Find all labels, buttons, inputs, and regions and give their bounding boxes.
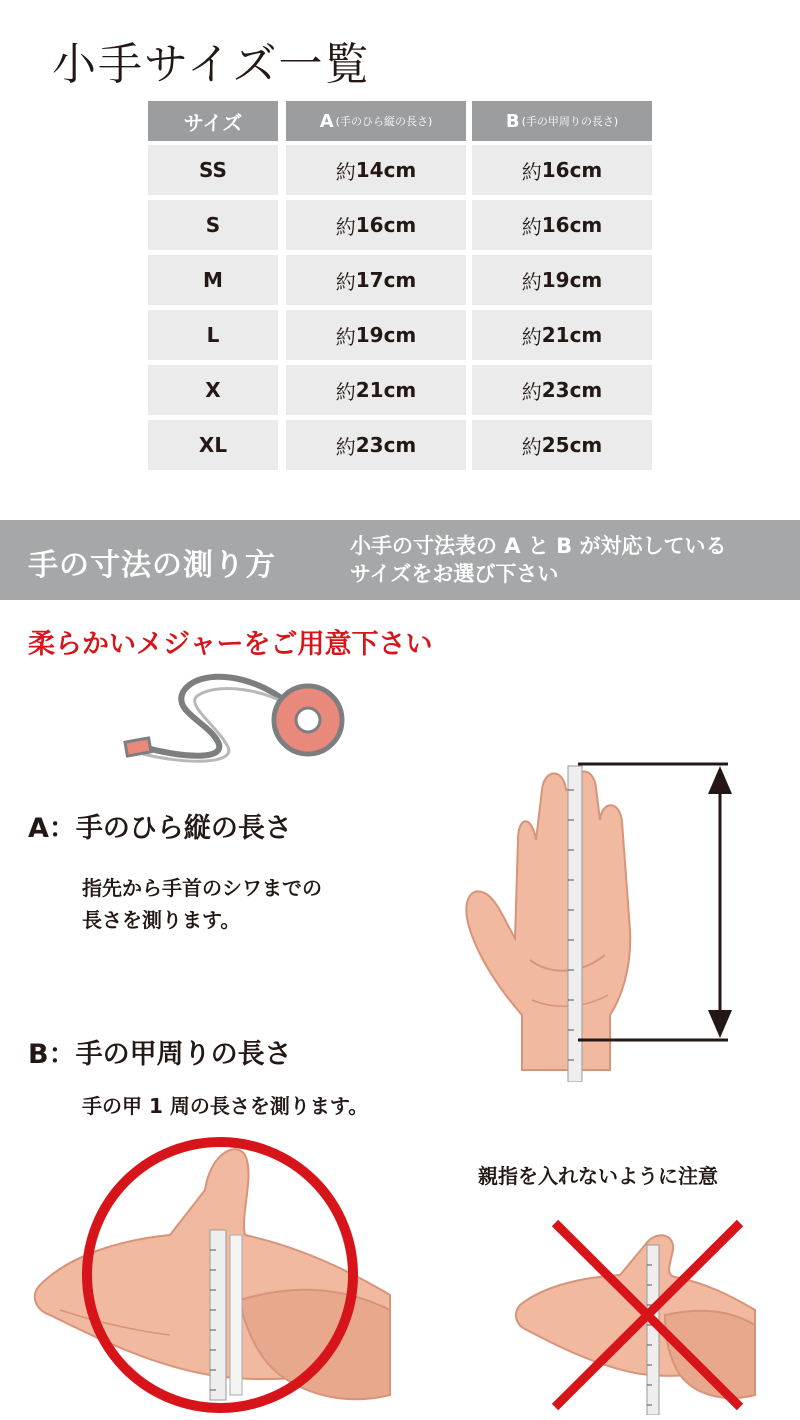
- approx-prefix: 約: [335, 324, 356, 349]
- table-cell-size: [148, 145, 278, 195]
- section-b-desc: [82, 1090, 368, 1122]
- measurement-value: 16cm: [355, 213, 417, 237]
- size-label: SS: [199, 158, 227, 182]
- page-title: 小手サイズ一覧: [52, 39, 371, 90]
- dimension-arrow: [578, 760, 738, 1050]
- header-b: [472, 101, 652, 141]
- measurement-value: 23cm: [541, 378, 603, 402]
- table-cell-b: [472, 420, 652, 470]
- table-cell-a: [286, 365, 466, 415]
- measurement-value: 21cm: [355, 378, 417, 402]
- header-a-sub: (手のひら縦の長さ): [335, 115, 433, 128]
- measurement-value: 19cm: [355, 323, 417, 347]
- measure-band: [0, 520, 800, 600]
- section-a-line1: 指先から手首のシワまでの: [82, 876, 322, 900]
- measurement-value: 25cm: [541, 433, 603, 457]
- size-label: X: [205, 378, 221, 402]
- table-cell-b: [472, 310, 652, 360]
- table-cell-size: [148, 200, 278, 250]
- table-cell-size: [148, 420, 278, 470]
- section-b-heading: B：手の甲周りの長さ: [28, 1039, 292, 1070]
- measure-title: 手の寸法の測り方: [28, 548, 276, 583]
- size-label: XL: [198, 433, 228, 457]
- approx-prefix: 約: [335, 159, 356, 184]
- table-cell-b: [472, 255, 652, 305]
- measure-desc-line1: 小手の寸法表の A と B が対応している: [350, 534, 727, 558]
- table-cell-b: [472, 145, 652, 195]
- table-cell-a: [286, 420, 466, 470]
- measurement-value: 16cm: [541, 158, 603, 182]
- table-cell-size: [148, 365, 278, 415]
- measurement-value: 17cm: [355, 268, 417, 292]
- table-cell-a: [286, 255, 466, 305]
- approx-prefix: 約: [521, 379, 542, 404]
- size-label: L: [206, 323, 220, 347]
- approx-prefix: 約: [335, 379, 356, 404]
- approx-prefix: 約: [335, 214, 356, 239]
- measurement-value: 23cm: [355, 433, 417, 457]
- header-a-label: A: [319, 110, 334, 132]
- tape-note: 柔らかいメジャーをご用意下さい: [28, 629, 433, 660]
- correct-measure-photo: [30, 1135, 410, 1415]
- section-b-line1: 手の甲 1 周の長さを測ります。: [82, 1094, 369, 1118]
- measure-desc: [350, 532, 727, 588]
- header-a: [286, 101, 466, 141]
- tape-measure-icon: [118, 662, 358, 772]
- section-a-heading: A：手のひら縦の長さ: [28, 813, 292, 844]
- table-cell-size: [148, 310, 278, 360]
- thumb-note: 親指を入れないように注意: [478, 1164, 718, 1188]
- approx-prefix: 約: [521, 324, 542, 349]
- measurement-value: 14cm: [355, 158, 417, 182]
- header-size-label: サイズ: [183, 110, 243, 135]
- table-cell-b: [472, 200, 652, 250]
- header-b-sub: (手の甲周りの長さ): [521, 115, 619, 128]
- wrong-measure-photo: [515, 1215, 760, 1415]
- section-a-line2: 長さを測ります。: [82, 908, 241, 932]
- measurement-value: 16cm: [541, 213, 603, 237]
- table-cell-size: [148, 255, 278, 305]
- header-size: [148, 101, 278, 141]
- table-cell-a: [286, 310, 466, 360]
- approx-prefix: 約: [335, 434, 356, 459]
- measurement-value: 19cm: [541, 268, 603, 292]
- approx-prefix: 約: [521, 434, 542, 459]
- approx-prefix: 約: [335, 269, 356, 294]
- measurement-value: 21cm: [541, 323, 603, 347]
- size-label: M: [203, 268, 223, 292]
- table-cell-a: [286, 145, 466, 195]
- section-a-desc: [82, 872, 322, 936]
- approx-prefix: 約: [521, 214, 542, 239]
- approx-prefix: 約: [521, 269, 542, 294]
- header-b-label: B: [505, 110, 520, 132]
- size-label: S: [205, 213, 221, 237]
- approx-prefix: 約: [521, 159, 542, 184]
- table-cell-b: [472, 365, 652, 415]
- table-cell-a: [286, 200, 466, 250]
- measure-desc-line2: サイズをお選び下さい: [350, 562, 559, 586]
